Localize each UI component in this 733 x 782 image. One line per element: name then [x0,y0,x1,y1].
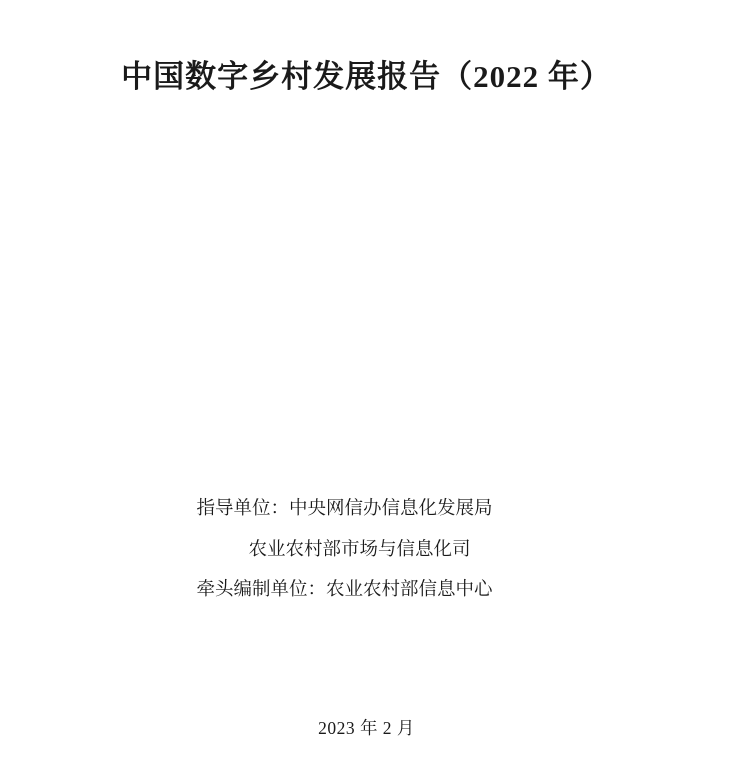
publication-date: 2023 年 2 月 [318,718,415,738]
page-title: 中国数字乡村发展报告（2022 年） [121,58,612,94]
credit-line-guidance-unit-secondary: 农业农村部市场与信息化司 [248,539,471,560]
credit-line-guidance-unit: 指导单位：中央网信办信息化发展局 [196,499,493,519]
credits-block [0,500,733,622]
credit-line-lead-compiler: 牵头编制单位：农业农村部信息中心 [196,580,493,600]
